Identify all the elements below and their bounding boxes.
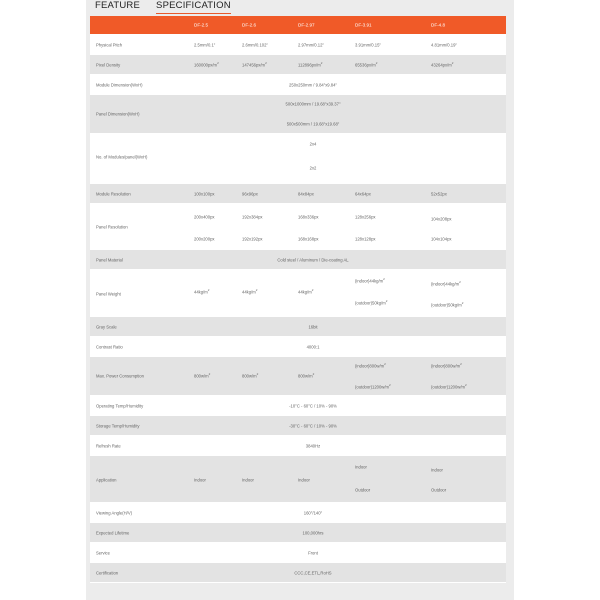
table-cell [298,374,314,379]
table-cell [298,290,313,295]
unit-superscript: 2 [217,61,219,66]
table-row [90,134,506,184]
header-cell: DF-3.91 [355,22,372,28]
table-row [90,95,506,134]
cell-value: 800w/m [194,373,209,379]
table-cell: -10°C - 60°C / 10% - 90% [289,403,337,409]
table-row [90,416,506,436]
cell-value: 800w/m [298,373,313,379]
unit-superscript: 2 [460,362,462,367]
unit-superscript: 2 [255,288,258,293]
unit-superscript: 2 [383,277,385,282]
unit-superscript: 2 [461,301,464,306]
row-label: Service [96,550,110,556]
row-label: No. of Modules/panel(WxH) [96,154,148,160]
table-row [90,523,506,543]
row-label: Gray Scale [96,324,117,330]
table-cell: 100,000hrs [302,530,324,536]
table-cell [355,385,391,390]
table-cell [431,282,461,287]
table-cell: 4.81mm/0.19" [431,42,457,48]
table-cell: 192x384px [242,214,263,220]
table-row [90,503,506,523]
table-row [90,317,506,337]
table-cell [242,290,257,295]
cell-value: 43264px/m [431,62,452,68]
row-label: Panel Weight [96,291,121,297]
cell-value: 44kg/m [242,289,256,295]
table-cell: Indoor [298,477,310,483]
unit-superscript: 2 [388,383,391,388]
cell-value: (outdoor)1200w/m [431,384,465,390]
table-cell: 2x4 [309,141,317,147]
row-label: Panel Dimension(WxH) [96,111,140,117]
cell-value: 112896px/m [298,62,321,68]
table-cell: Indoor [431,467,443,473]
cell-value: 160000px/m [194,62,218,68]
table-row [90,75,506,95]
table-cell: Indoor [194,477,206,483]
cell-value: (indoor)800w/m [431,363,461,369]
table-cell [242,374,258,379]
cell-value: (outdoor)1200w/m [355,384,389,390]
table-row [90,55,506,75]
table-cell: Outdoor [355,487,371,493]
table-cell [242,63,267,68]
unit-superscript: 2 [256,372,259,377]
table-cell: 2.5mm/0.1" [194,42,216,48]
table-cell: 16bit [308,324,318,330]
table-cell: 2.6mm/0.102" [242,42,268,48]
cell-value: (indoor)44kg/m [431,281,460,287]
row-label: Contrast Ratio [96,344,123,350]
unit-superscript: 2 [375,61,378,66]
unit-superscript: 2 [385,299,388,304]
table-cell: 200x200px [194,236,215,242]
row-label: Refresh Rate [96,443,121,449]
row-label: Viewing Angle(H/V) [96,510,133,516]
table-cell: CCC,CE,ETL,RoHS [294,570,332,576]
unit-superscript: 2 [312,372,315,377]
table-cell: 100x100px [194,191,215,197]
table-cell: 104x104px [431,236,452,242]
table-cell: -30°C - 60°C / 10% - 90% [289,423,337,429]
table-cell: Front [308,550,318,556]
unit-superscript: 2 [207,288,210,293]
header-cell: DF-2.6 [242,22,257,28]
table-cell: 160°/140° [303,510,323,516]
table-cell: 128x128px [355,236,376,242]
tab-feature[interactable]: FEATURE [95,0,141,11]
table-cell: 128x256px [355,214,376,220]
row-label: Storage Temp/Humidity [96,423,140,429]
table-cell: Indoor [355,464,367,470]
table-row [90,456,506,503]
header-cell: DF-4.8 [431,22,446,28]
table-cell: 500x1000mm / 19.68"x39.37" [285,101,341,107]
table-cell: 3840Hz [305,443,321,449]
cell-value: (outdoor)50kg/m [431,302,462,308]
row-label: Application [96,477,117,483]
table-cell: 84x84px [298,191,314,197]
table-cell: 168x336px [298,214,319,220]
unit-superscript: 2 [311,288,314,293]
row-label: Pixel Density [96,62,121,68]
row-label: Certification [96,570,119,576]
table-cell [431,63,453,68]
cell-value: 44kg/m [194,289,208,295]
unit-superscript: 2 [459,280,461,285]
row-label: Panel Material [96,257,123,263]
cell-value: (indoor)800w/m [355,363,385,369]
row-label: Module Dimension(WxH) [96,82,143,88]
table-cell [194,374,210,379]
table-cell [194,63,219,68]
unit-superscript: 2 [265,61,267,66]
table-cell: 250x250mm / 9.84"x9.84" [289,82,337,88]
table-cell: 3.91mm/0.15" [355,42,381,48]
cell-value: (outdoor)50kg/m [355,300,386,306]
table-row [90,35,506,55]
table-header-row [90,16,506,35]
unit-superscript: 2 [208,372,211,377]
table-row [90,543,506,563]
table-row [90,563,506,583]
header-cell: DF-2.97 [298,22,315,28]
table-cell: 64x64px [355,191,371,197]
table-row [90,184,506,204]
unit-superscript: 2 [464,383,467,388]
table-cell [431,385,467,390]
table-cell [355,301,387,306]
table-cell: 2x2 [309,165,317,171]
table-row [90,337,506,357]
cell-value: 147456px/m [242,62,266,68]
table-row [90,357,506,396]
table-cell: 104x208px [431,216,452,222]
spec-table [90,16,506,583]
table-cell [355,364,386,369]
row-label: Max. Power Consumption [96,373,144,379]
cell-value: (indoor)44kg/m [355,278,384,284]
cell-value: 44kg/m [298,289,312,295]
table-cell [355,279,385,284]
unit-superscript: 2 [320,61,323,66]
row-label: Panel Resolution [96,224,128,230]
table-row [90,270,506,317]
table-cell: Outdoor [431,487,447,493]
table-cell [298,63,322,68]
table-cell: Indoor [242,477,254,483]
row-label: Expected Lifetime [96,530,130,536]
row-label: Physical Pitch [96,42,123,48]
cell-value: 800w/m [242,373,257,379]
table-cell: 500x500mm / 19.68"x19.68" [286,121,340,127]
unit-superscript: 2 [451,61,454,66]
header-cell: DF-2.5 [194,22,209,28]
table-cell: 168x168px [298,236,319,242]
table-cell: 2.97mm/0.12" [298,42,324,48]
table-cell [431,364,462,369]
table-cell [431,303,463,308]
table-row [90,436,506,456]
table-row [90,204,506,250]
table-cell [355,63,377,68]
unit-superscript: 2 [384,362,386,367]
tab-bar [95,0,247,14]
row-label: Module Resolution [96,191,131,197]
table-cell: 192x192px [242,236,263,242]
tab-specification[interactable]: SPECIFICATION [156,0,231,14]
cell-value: 65536px/m [355,62,376,68]
table-cell: 200x400px [194,214,215,220]
table-row [90,250,506,270]
table-cell [194,290,209,295]
table-cell: 52x52px [431,191,447,197]
table-cell: 4000:1 [306,344,320,350]
table-row [90,396,506,416]
table-cell: Cold steel / Aluminum / Die-coating AL [277,257,349,263]
row-label: Operating Temp/Humidity [96,403,144,409]
table-cell: 96x96px [242,191,258,197]
